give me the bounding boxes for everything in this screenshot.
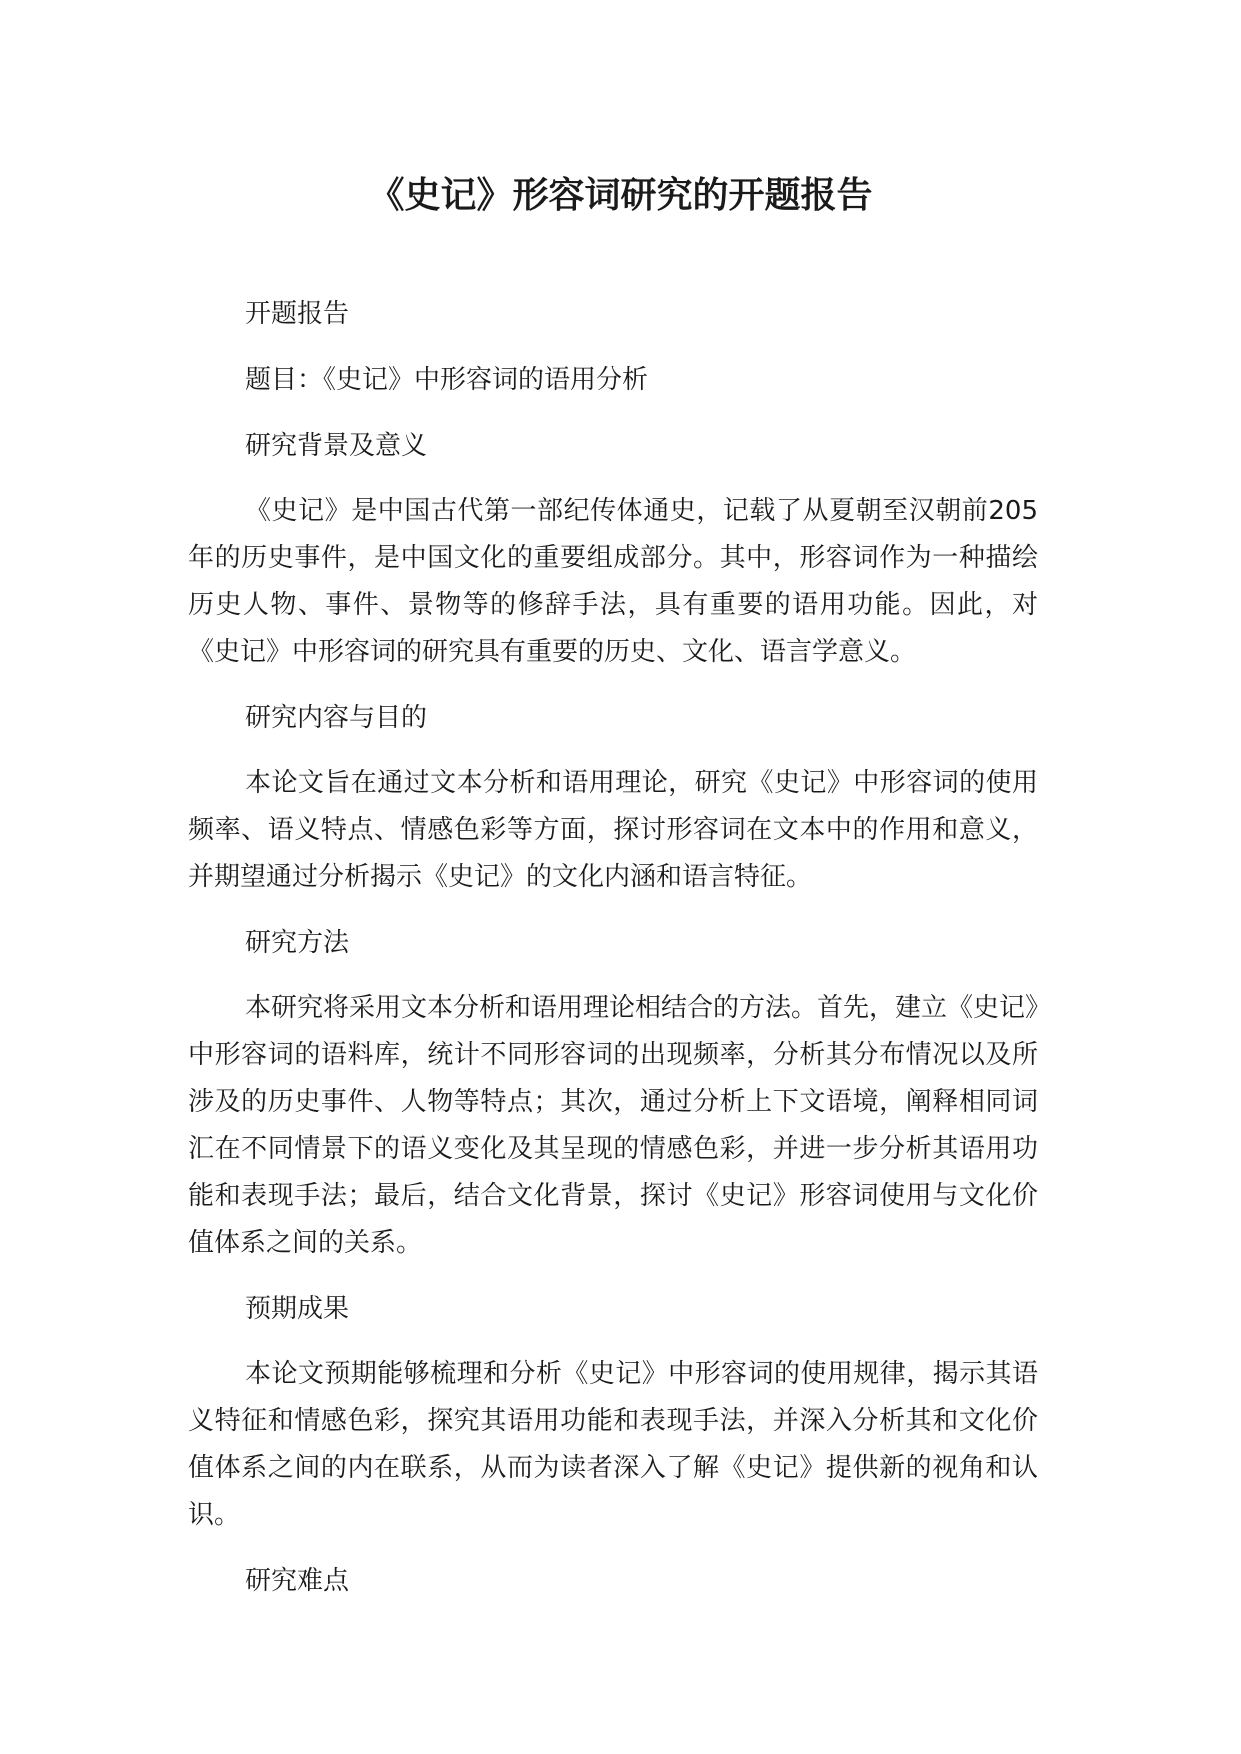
document-body <box>188 290 1038 1623</box>
paragraph-content-purpose: 本论文旨在通过文本分析和语用理论，研究《史记》中形容词的使用频率、语义特点、情感色彩等方面，探讨形容词在文本中的作用和意义，并期望通过分析揭示《史记》的文化内涵和语言特征。 <box>188 768 1038 892</box>
section-heading-proposal: 开题报告 <box>245 299 350 329</box>
section-heading-content-purpose: 研究内容与目的 <box>245 703 428 733</box>
paragraph-background: 《史记》是中国古代第一部纪传体通史，记载了从夏朝至汉朝前205年的历史事件，是中国文化的重要组成部分。其中，形容词作为一种描绘历史人物、事件、景物等的修辞手法，具有重要的语用功能。因此，对《史记》中形容词的研究具有重要的历史、文化、语言学意义。 <box>188 496 1038 667</box>
section-heading-expected-results: 预期成果 <box>245 1294 350 1324</box>
paragraph-expected-results: 本论文预期能够梳理和分析《史记》中形容词的使用规律，揭示其语义特征和情感色彩，探究其语用功能和表现手法，并深入分析其和文化价值体系之间的内在联系，从而为读者深入了解《史记》提供新的视角和认识。 <box>188 1359 1038 1530</box>
document-title: 《史记》形容词研究的开题报告 <box>368 175 873 216</box>
section-heading-topic: 题目：《史记》中形容词的语用分析 <box>245 365 649 395</box>
paragraph-methods: 本研究将采用文本分析和语用理论相结合的方法。首先，建立《史记》中形容词的语料库，统计不同形容词的出现频率，分析其分布情况以及所涉及的历史事件、人物等特点；其次，通过分析上下文语境，阐释相同词汇在不同情景下的语义变化及其呈现的情感色彩，并进一步分析其语用功能和表现手法；最后，结合文化背景，探讨《史记》形容词使用与文化价值体系之间的关系。 <box>188 993 1039 1258</box>
section-heading-background: 研究背景及意义 <box>245 431 428 461</box>
section-heading-difficulties: 研究难点 <box>245 1566 350 1596</box>
section-heading-methods: 研究方法 <box>245 928 350 958</box>
